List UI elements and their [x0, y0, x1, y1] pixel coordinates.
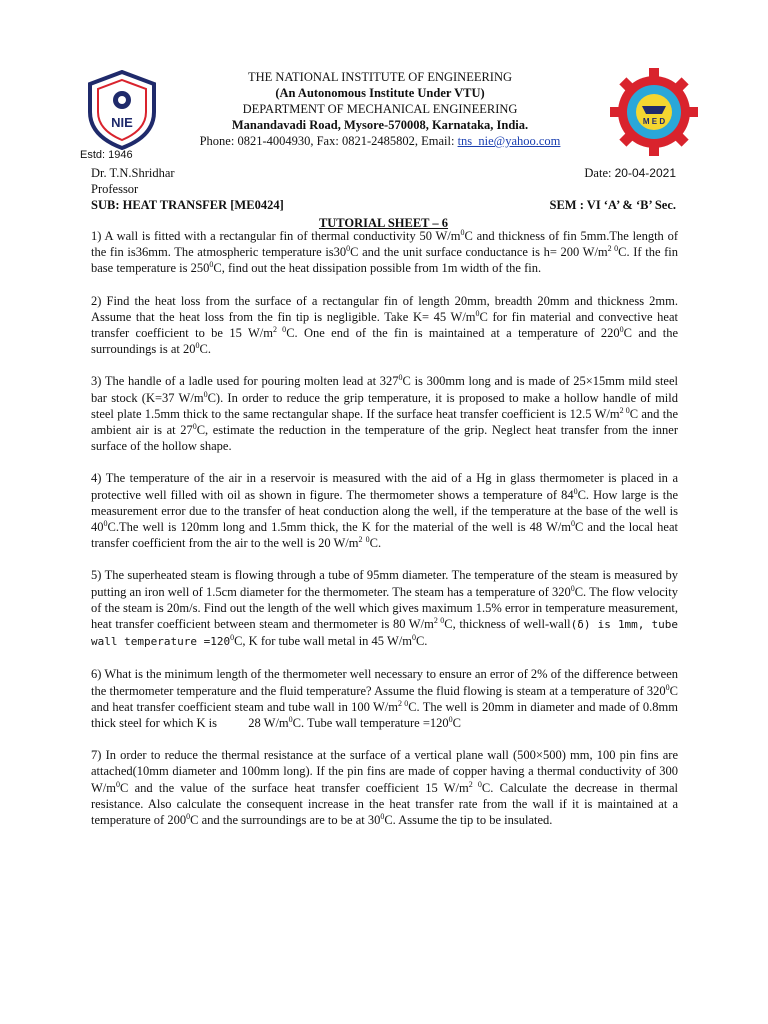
established-year: Estd: 1946 [80, 149, 133, 161]
institute-subtitle: (An Autonomous Institute Under VTU) [275, 86, 485, 100]
question-list [91, 228, 678, 844]
question-6: 6) What is the minimum length of the thermometer well necessary to ensure an error of 2% of the difference between the thermometer temperature and the fluid temperature? Assume the fluid flowing is steam at a temperature of $320^0C$ and heat transfer coefficient steam and tube wall in 100 $W/m^{2 0}C$. The well is 20mm in diameter and made of 0.8mm thick steel for which K is 28 $W/m^0C$. Tube wall temperature $=120^0C$ [91, 667, 678, 731]
date-label: Date: [584, 166, 615, 180]
name-date-row [91, 165, 676, 181]
date [584, 165, 676, 181]
department-logo [606, 64, 702, 160]
faculty-designation: Professor [91, 182, 139, 196]
faculty-name: Dr. T.N.Shridhar [91, 166, 175, 180]
institute-address: Manandavadi Road, Mysore-570008, Karnataka, India. [231, 118, 529, 132]
question-1: 1) A wall is fitted with a rectangular fin of thermal conductivity 50 $W/m^0C$ and thickness of fin 5mm.The length of the fin is36mm. The atmospheric temperature $is30^0C$ and the unit surface conductance is h= 200 $W/m^{2 0}C$. If the fin base temperature is $250^0C$, find out the heat dissipation possible from 1m width of the fin. [91, 228, 679, 276]
contact-line [180, 133, 580, 149]
question-5: 5) The superheated steam is flowing through a tube of 95mm diameter. The temperature of the steam is measured by putting an iron well of 1.5cm diameter for the thermometer. The steam has a temperature of $320^0C$. The flow velocity of the steam is 20m/s. Find out the length of the well which gives maximum 1.5% error in temperature measurement, heat transfer coefficient between steam and thermometer is 80 $W/m^{2 0}C$, thickness of well-wall(δ) is 1mm, tube wall temperature $=120^0C$, K for tube wall metal in 45 $W/m^0C$. [91, 568, 679, 649]
question-7: 7) In order to reduce the thermal resistance at the surface of a vertical plane wall (500×500) mm, 100 pin fins are attached(10mm diameter and 100mm long). If the pin fins are made of copper having a thermal conductivity of 300 $W/m^0C$ and the value of the surface heat transfer coefficient 15 $W/m^{2 0}C$. Calculate the decrease in thermal resistance. Also calculate the consequent increase in the heat transfer rate from the wall if it is maintained at a temperature of $200^0C$ and the surroundings are to be at $30^0C$. Assume the tip to be insulated. [91, 748, 679, 828]
logo-med-text: M E D [642, 117, 666, 126]
institute-name: THE NATIONAL INSTITUTE OF ENGINEERING [247, 70, 513, 84]
subject-row [91, 197, 676, 213]
sheet-info [91, 165, 676, 231]
department-name: DEPARTMENT OF MECHANICAL ENGINEERING [242, 102, 518, 116]
email-link[interactable]: tns_nie@yahoo.com [457, 134, 561, 148]
subject: SUB: HEAT TRANSFER [ME0424] [91, 198, 284, 212]
question-2: 2) Find the heat loss from the surface of a rectangular fin of length 20mm, breadth 20mm and thickness 2mm. Assume that the heat loss from the fin tip is negligible. Take K= 45 $W/m^0C$ for fin material and convective heat transfer coefficient to be 15 $W/m^{2 0}C$. One end of the fin is maintained at a temperature of $220^0C$ and the surroundings is at $20^0C$. [91, 293, 679, 357]
designation-row [91, 181, 676, 197]
logo-letters: NIE [111, 115, 133, 130]
institute-logo [86, 70, 158, 150]
sheet-title: TUTORIAL SHEET – 6 [318, 216, 449, 230]
letterhead [0, 0, 768, 170]
question-3: 3) The handle of a ladle used for pouring molten lead at $327^0C$ is 300mm long and is made of 25×15mm mild steel bar stock (K=37 $W/m^0C$). In order to reduce the grip temperature, it is proposed to make a hollow handle of mild steel plate 1.5mm thick to the same rectangular shape. If the surface heat transfer coefficient is 12.5 $W/m^{2 0}C$ and the ambient air is at $27^0C$, estimate the reduction in the temperature of the grip. Neglect heat transfer from the inner surface of the hollow shape. [91, 373, 679, 454]
institute-header [180, 69, 580, 149]
question-4: 4) The temperature of the air in a reservoir is measured with the aid of a Hg in glass thermometer is placed in a protective well filled with oil as shown in figure. The thermometer shows a temperature of $84^0C$. How large is the measurement error due to the transfer of heat conduction along the well, if the temperature at the base of the well is $40^0C.The$ well is 120mm long and 1.5mm thick, the K for the material of the well is 48 $W/m^0C$ and the local heat transfer coefficient from the air to the well is 20 $W/m^2$ $^0$C. [91, 471, 678, 551]
contact-text: Phone: 0821-4004930, Fax: 0821-2485802, Email: [199, 134, 458, 148]
date-value: 20-04-2021 [614, 166, 676, 180]
semester: SEM : VI ‘A’ & ‘B’ Sec. [549, 198, 676, 212]
